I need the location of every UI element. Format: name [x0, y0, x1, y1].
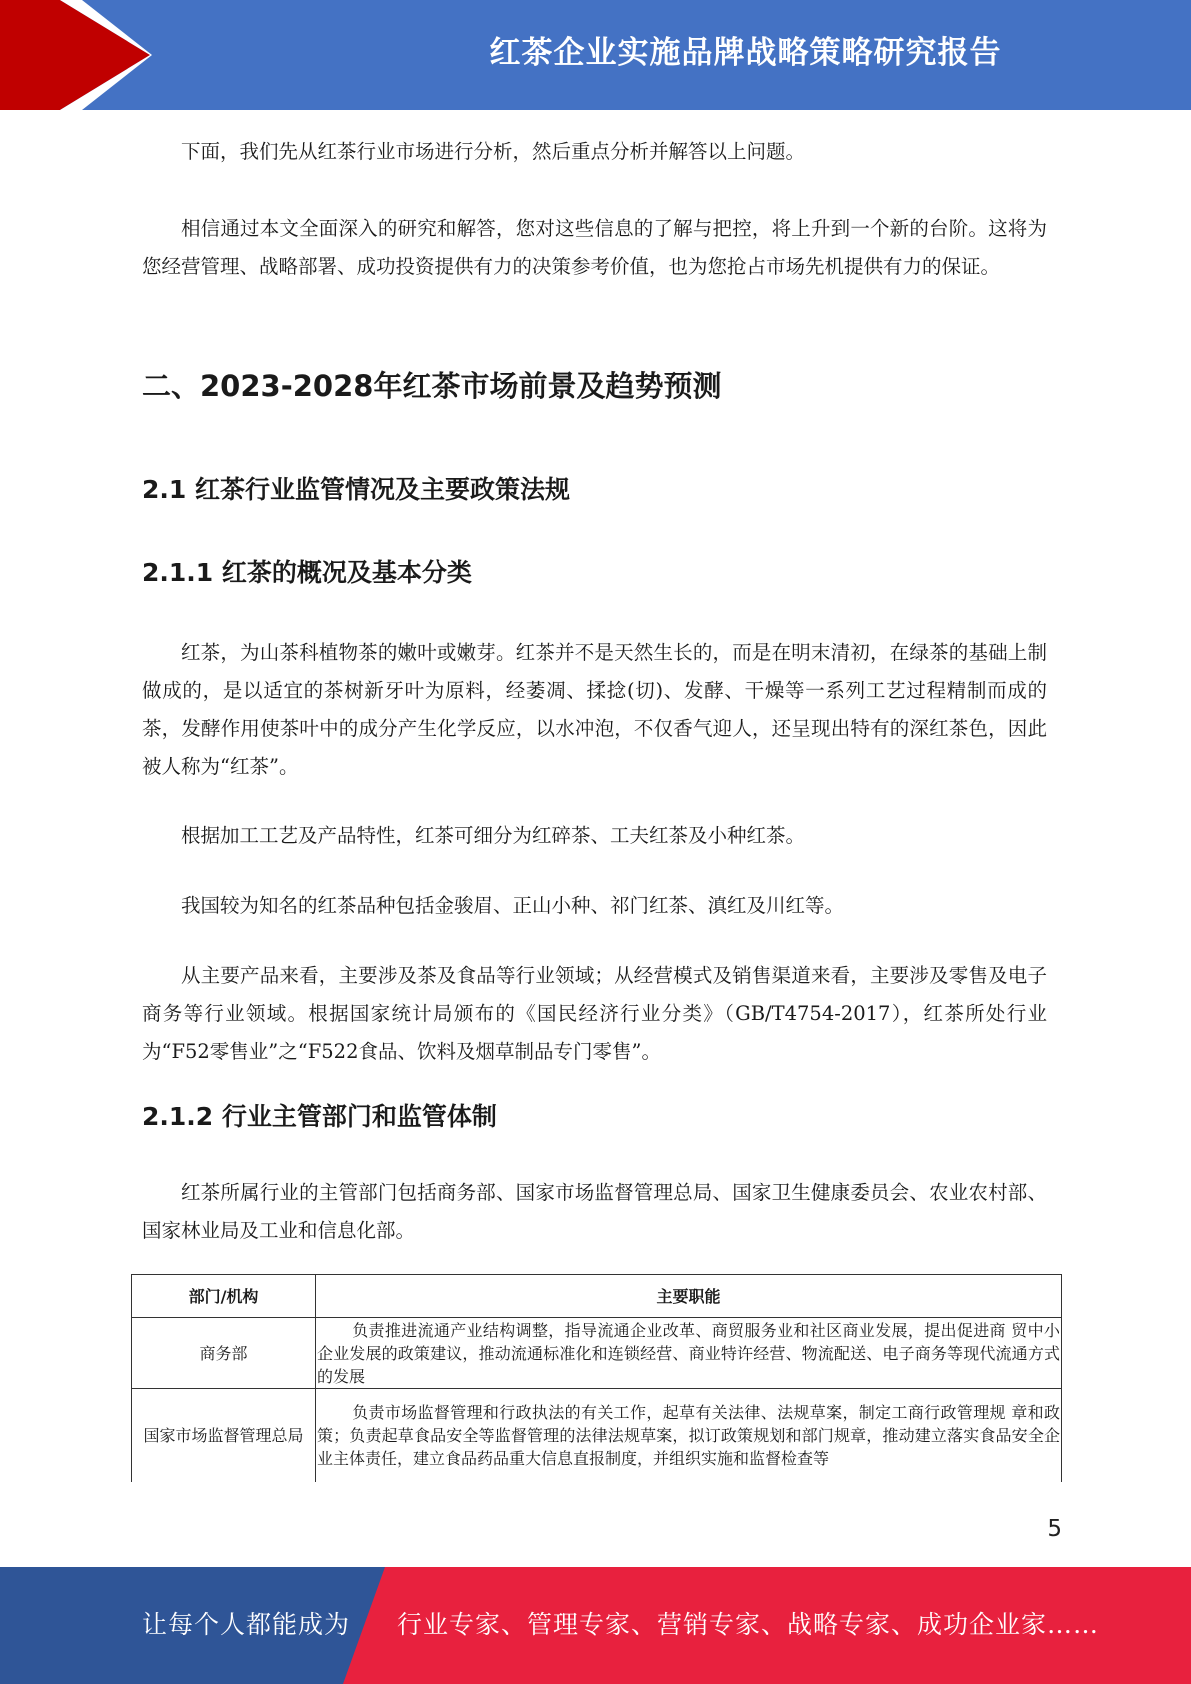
conclusion-paragraph: 相信通过本文全面深入的研究和解答，您对这些信息的了解与把控，将上升到一个新的台阶。这将为您经营管理、战略部署、成功投资提供有力的决策参考价值，也为您抢占市场先机提供有力的保证。 [142, 217, 1047, 278]
table-cell-func: 负责推进流通产业结构调整，指导流通企业改革、商贸服务业和社区商业发展，提出促进商 贸中小企业发展的政策建议，推动流通标准化和连锁经营、商业特许经营、物流配送、电子商务等现代流通方式的发展 [316, 1318, 1062, 1389]
section-heading: 二、2023-2028年红茶市场前景及趋势预测 [142, 369, 722, 403]
page-footer [0, 1567, 1191, 1684]
overview-paragraph: 红茶，为山茶科植物茶的嫩叶或嫩芽。红茶并不是天然生长的，而是在明末清初，在绿茶的基础上制做成的，是以适宜的茶树新牙叶为原料，经萎凋、揉捻(切)、发酵、干燥等一系列工艺过程精制而成的茶，发酵作用使茶叶中的成分产生化学反应，以水冲泡，不仅香气迎人，还呈现出特有的深红茶色，因此被人称为“红茶”。 [142, 641, 1047, 778]
subsubsection-heading-overview: 2.1.1 红茶的概况及基本分类 [142, 558, 472, 587]
table-row [132, 1318, 1062, 1389]
subsubsection-heading-regulation: 2.1.2 行业主管部门和监管体制 [142, 1102, 497, 1131]
table-header-dept: 部门/机构 [132, 1275, 316, 1318]
departments-table [131, 1274, 1062, 1482]
departments-paragraph: 红茶所属行业的主管部门包括商务部、国家市场监督管理总局、国家卫生健康委员会、农业农村部、国家林业局及工业和信息化部。 [142, 1181, 1047, 1242]
classification-paragraph: 根据加工工艺及产品特性，红茶可细分为红碎茶、工夫红茶及小种红茶。 [181, 824, 806, 847]
page-header [0, 0, 1191, 110]
varieties-paragraph: 我国较为知名的红茶品种包括金骏眉、正山小种、祁门红茶、滇红及川红等。 [181, 894, 845, 917]
table-cell-dept: 商务部 [132, 1318, 316, 1389]
subsection-heading: 2.1 红茶行业监管情况及主要政策法规 [142, 475, 570, 504]
table-header-row [132, 1275, 1062, 1318]
page-number: 5 [1047, 1516, 1062, 1542]
industry-classification-paragraph: 从主要产品来看，主要涉及茶及食品等行业领域；从经营模式及销售渠道来看，主要涉及零售及电子商务等行业领域。根据国家统计局颁布的《国民经济行业分类》（GB/T4754-2017），红茶所处行业为“F52零售业”之“F522食品、饮料及烟草制品专门零售”。 [142, 964, 1047, 1063]
report-title: 红茶企业实施品牌战略策略研究报告 [489, 35, 1002, 71]
table-header-func: 主要职能 [316, 1275, 1062, 1318]
footer-slogan-left: 让每个人都能成为 [142, 1610, 351, 1639]
table-cell-func: 负责市场监督管理和行政执法的有关工作，起草有关法律、法规草案，制定工商行政管理规 章和政策；负责起草食品安全等监督管理的法律法规草案，拟订政策规划和部门规章，推动建立落实食品安全企业主体责任，建立食品药品重大信息直报制度，并组织实施和监督检查等 [316, 1389, 1062, 1483]
table-cell-dept: 国家市场监督管理总局 [132, 1389, 316, 1483]
intro-paragraph: 下面，我们先从红茶行业市场进行分析，然后重点分析并解答以上问题。 [181, 140, 806, 163]
footer-slogan-right: 行业专家、管理专家、营销专家、战略专家、成功企业家…… [397, 1610, 1100, 1639]
table-row [132, 1389, 1062, 1483]
